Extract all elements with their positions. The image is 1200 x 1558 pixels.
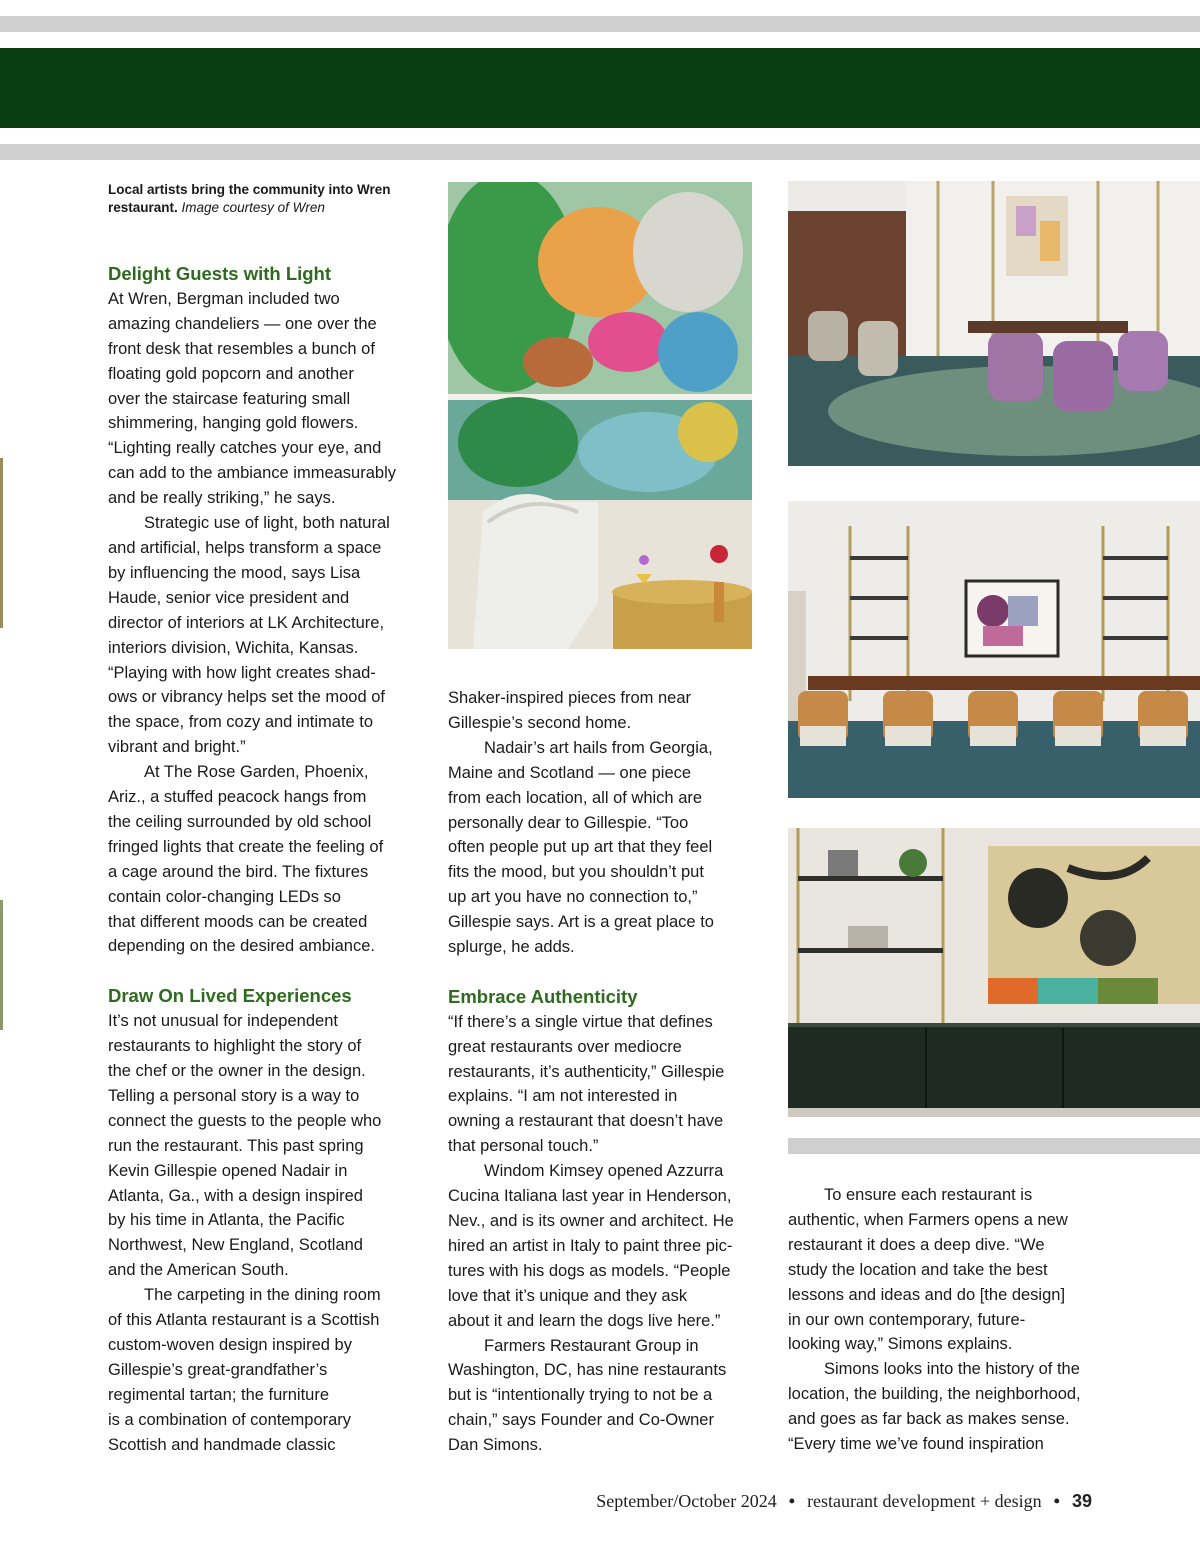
- page-edge-strip: [0, 458, 3, 628]
- shelving-art-photo: [788, 828, 1200, 1117]
- page-number: 39: [1071, 1491, 1092, 1511]
- paragraph: “If there’s a single virtue that defines great restaurants over mediocre restaurants, it’s authenticity,” Gillespie explains. “I am not interested in owning a restaurant that doesn’t have that personal touch.”: [448, 1012, 725, 1156]
- top-gray-rule: [0, 16, 1200, 32]
- paragraph: Shaker-inspired pieces from near Gillespie’s second home.: [448, 689, 692, 732]
- heading-lived-experiences: Draw On Lived Experiences: [108, 985, 352, 1007]
- caption-bold: Local artists bring the community into Wren restaurant.: [108, 182, 391, 215]
- footer-separator: •: [788, 1491, 796, 1511]
- abstract-painting-photo: [448, 182, 752, 649]
- footer-separator: •: [1053, 1491, 1060, 1511]
- column-3: [788, 1183, 1200, 1457]
- column-3-gray-rule: [788, 1138, 1200, 1154]
- footer-magazine-name: restaurant development + design: [807, 1491, 1042, 1511]
- paragraph: Strategic use of light, both natural and artificial, helps transform a space by influencing the mood, says Lisa Haude, senior vice president and director of interiors at LK Architecture, interiors division, Wichita, Kansas. “Playing with how light creates shad- ows or vibrancy helps set the mood of the space, from cozy and intimate to vibrant and bright.”: [108, 514, 390, 757]
- column-2: [448, 686, 758, 1458]
- caption-credit: Image courtesy of Wren: [181, 200, 325, 215]
- heading-delight-guests: Delight Guests with Light: [108, 263, 332, 284]
- paragraph: Simons looks into the history of the location, the building, the neighborhood, and goes as far back as makes sense. “Every time we’ve found inspiration: [788, 1360, 1081, 1454]
- dining-room-purple-chairs-photo: [788, 181, 1200, 466]
- footer-issue-date: September/October 2024: [596, 1491, 777, 1511]
- column-1: [108, 262, 418, 1457]
- paragraph: At The Rose Garden, Phoenix, Ariz., a stuffed peacock hangs from the ceiling surrounded by old school fringed lights that create the feeling of a cage around the bird. The fixtures contain color-changing LEDs so that different moods can be created depending on the desired ambiance.: [108, 763, 384, 956]
- paragraph: Nadair’s art hails from Georgia, Maine and Scotland — one piece from each location, all of which are personally dear to Gillespie. “Too often people put up art that they feel fits the mood, but you shouldn’t put up art you have no connection to,” Gillespie says. Art is a great place to splurge, he adds.: [448, 738, 714, 957]
- paragraph: Farmers Restaurant Group in Washington, DC, has nine restaurants but is “intentionally trying to not be a chain,” says Founder and Co-Owner Dan Simons.: [448, 1336, 727, 1455]
- page-edge-strip: [0, 900, 3, 1030]
- header-green-band: [0, 48, 1200, 128]
- header-gray-rule: [0, 144, 1200, 160]
- paragraph: Windom Kimsey opened Azzurra Cucina Italiana last year in Henderson, Nev., and is its owner and architect. He hired an artist in Italy to paint three pic- tures with his dogs as models. “People love that it’s unique and they ask about it and learn the dogs live here.”: [448, 1162, 734, 1330]
- paragraph: At Wren, Bergman included two amazing chandeliers — one over the front desk that resembles a bunch of floating gold popcorn and another over the staircase featuring small shimmering, hanging gold flowers. “Lighting really catches your eye, and can add to the ambiance immeasurably and be really striking,” he says.: [108, 289, 396, 508]
- heading-embrace-authenticity: Embrace Authenticity: [448, 985, 638, 1007]
- paragraph: It’s not unusual for independent restaurants to highlight the story of the chef or the owner in the design. Telling a personal story is a way to connect the guests to the people who run the restaurant. This past spring Kevin Gillespie opened Nadair in Atlanta, Ga., with a design inspired by his time in Atlanta, the Pacific Northwest, New England, Scotland and the American South.: [108, 1012, 382, 1280]
- long-table-dining-photo: [788, 501, 1200, 798]
- paragraph: The carpeting in the dining room of this Atlanta restaurant is a Scottish custom-woven design inspired by Gillespie’s great-grandfather’s regimental tartan; the furniture is a combination of contemporary Scottish and handmade classic: [108, 1286, 381, 1454]
- page-footer: [596, 1491, 1092, 1512]
- photo-caption: [108, 181, 418, 217]
- paragraph: To ensure each restaurant is authentic, when Farmers opens a new restaurant it does a deep dive. “We study the location and take the best lessons and ideas and do [the design] in our own contemporary, future- looking way,” Simons explains.: [788, 1186, 1068, 1354]
